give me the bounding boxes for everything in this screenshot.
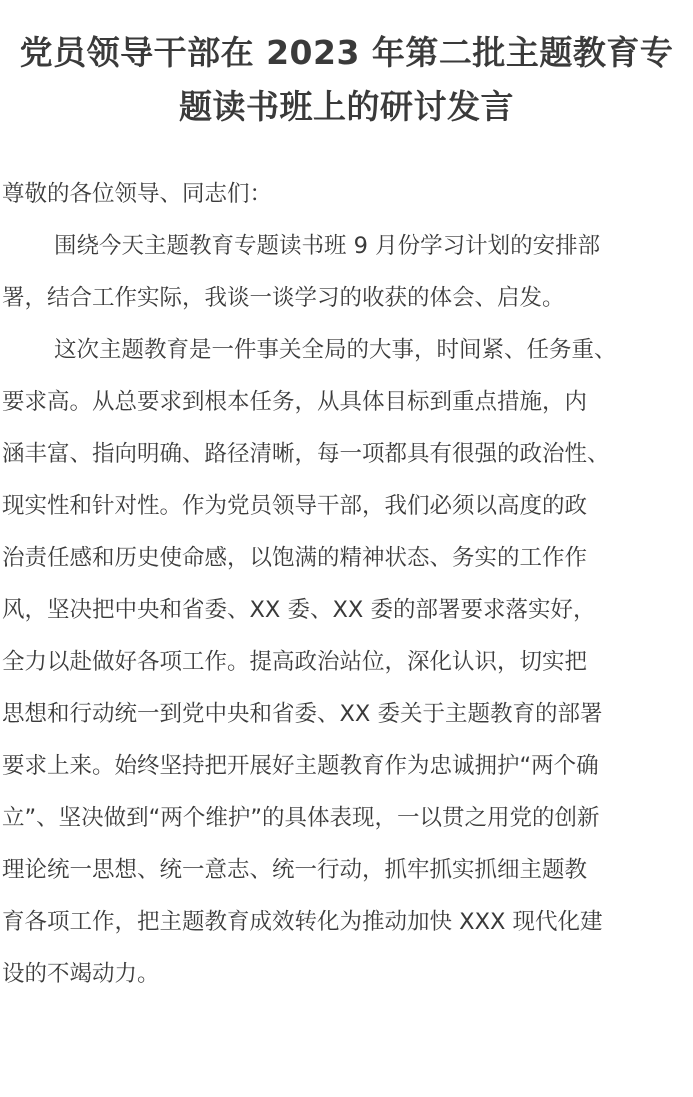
paragraph-line: 设的不竭动力。 [2, 961, 160, 987]
paragraph-1 [0, 220, 693, 324]
paragraph-line: 围绕今天主题教育专题读书班 9 月份学习计划的安排部 [54, 233, 601, 259]
paragraph-line: 理论统一思想、统一意志、统一行动，抓牢抓实抓细主题教 [2, 857, 588, 883]
title-line-2: 题读书班上的研讨发言 [179, 87, 514, 126]
document-title [0, 0, 693, 134]
paragraph-line: 全力以赴做好各项工作。提高政治站位，深化认识，切实把 [2, 649, 588, 675]
paragraph-line: 现实性和针对性。作为党员领导干部，我们必须以高度的政 [2, 493, 588, 519]
document-body [0, 168, 693, 1000]
paragraph-line: 育各项工作，把主题教育成效转化为推动加快 XXX 现代化建 [2, 909, 603, 935]
paragraph-line: 涵丰富、指向明确、路径清晰，每一项都具有很强的政治性、 [2, 441, 610, 467]
paragraph-line: 治责任感和历史使命感，以饱满的精神状态、务实的工作作 [2, 545, 588, 571]
paragraph-line: 风，坚决把中央和省委、XX 委、XX 委的部署要求落实好， [2, 597, 596, 623]
title-line-1: 党员领导干部在 2023 年第二批主题教育专 [19, 33, 674, 72]
salutation: 尊敬的各位领导、同志们： [2, 181, 273, 207]
paragraph-line: 要求高。从总要求到根本任务，从具体目标到重点措施，内 [2, 389, 588, 415]
paragraph-line: 这次主题教育是一件事关全局的大事，时间紧、任务重、 [54, 337, 617, 363]
paragraph-2 [0, 324, 693, 1000]
paragraph-line: 署，结合工作实际，我谈一谈学习的收获的体会、启发。 [2, 285, 565, 311]
paragraph-line: 要求上来。始终坚持把开展好主题教育作为忠诚拥护“两个确 [2, 753, 599, 779]
paragraph-line: 立”、坚决做到“两个维护”的具体表现，一以贯之用党的创新 [2, 805, 600, 831]
paragraph-line: 思想和行动统一到党中央和省委、XX 委关于主题教育的部署 [2, 701, 603, 727]
